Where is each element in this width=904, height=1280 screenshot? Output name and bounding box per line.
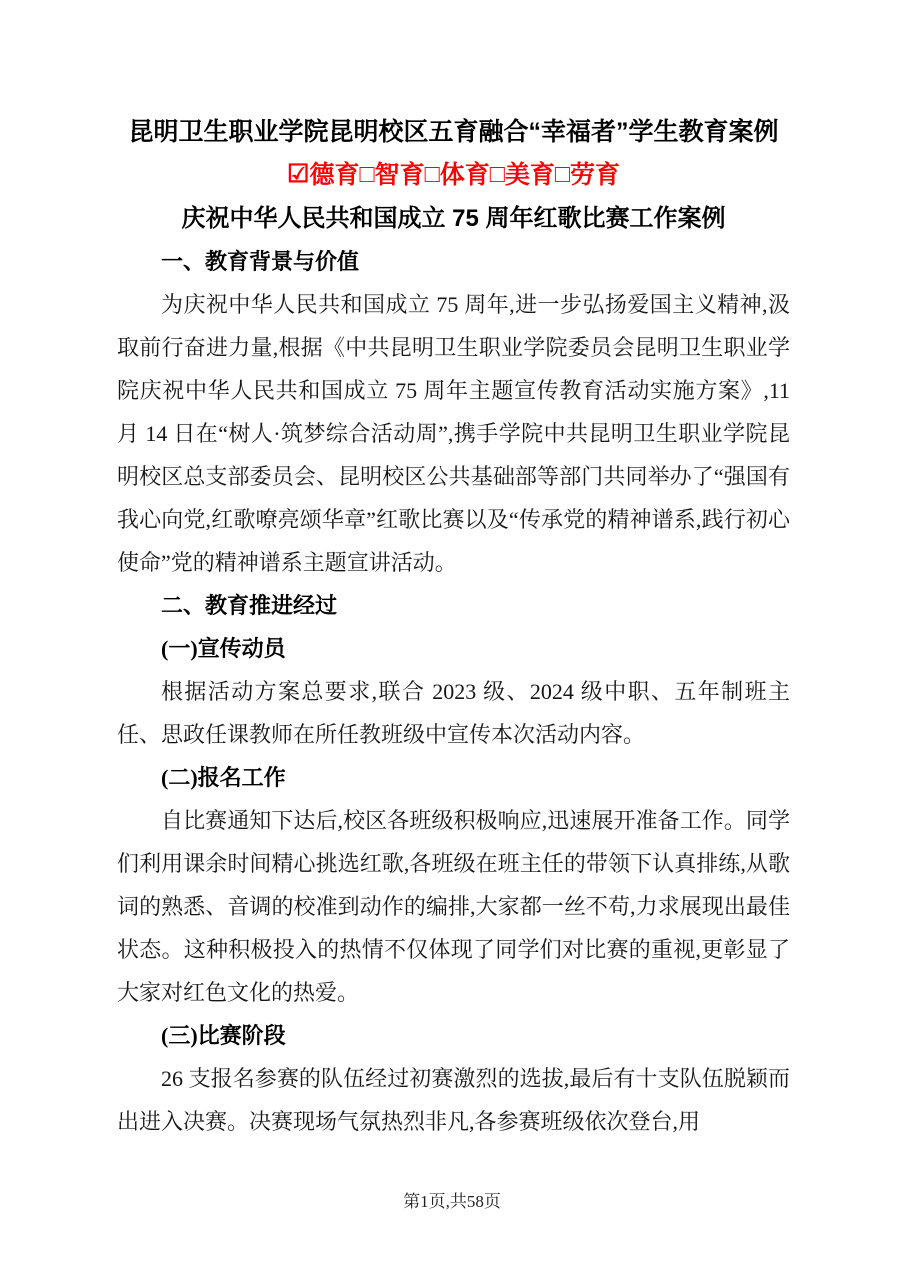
sub-heading-2-2: (二)报名工作 [161, 765, 286, 790]
checkbox-unchecked-icon: □ [554, 160, 570, 188]
sub-heading-2-3: (三)比赛阶段 [161, 1023, 286, 1048]
checkbox-unchecked-icon: □ [424, 160, 440, 188]
section-heading-1: 一、教育背景与价值 [161, 249, 360, 274]
sub-heading-2-1: (一)宣传动员 [161, 636, 286, 661]
category-checkbox-line [117, 154, 790, 197]
body-paragraph: 26 支报名参赛的队伍经过初赛激烈的选拔,最后有十支队伍脱颖而出进入决赛。决赛现场气氛热烈非凡,各参赛班级依次登台,用 [117, 1066, 790, 1134]
document-subtitle: 庆祝中华人民共和国成立 75 周年红歌比赛工作案例 [181, 205, 726, 232]
category-label-tiyu: 体育 [439, 161, 490, 189]
checkbox-unchecked-icon: □ [489, 160, 505, 188]
body-paragraph: 为庆祝中华人民共和国成立 75 周年,进一步弘扬爱国主义精神,汲取前行奋进力量,根据《中共昆明卫生职业学院委员会昆明卫生职业学院庆祝中华人民共和国成立 75 周年主题宣传教育活动实施方案》,11 月 14 日在“树人·筑梦综合活动周”,携手学院中共昆明卫生职业学院昆明校区总支部委员会、昆明校区公共基础部等部门共同举办了“强国有我心向党,红歌嘹亮颂华章”红歌比赛以及“传承党的精神谱系,践行初心使命”党的精神谱系主题宣讲活动。 [117, 292, 790, 575]
body-paragraph: 自比赛通知下达后,校区各班级积极响应,迅速展开准备工作。同学们利用课余时间精心挑选红歌,各班级在班主任的带领下认真排练,从歌词的熟悉、音调的校准到动作的编排,大家都一丝不苟,力求展现出最佳状态。这种积极投入的热情不仅体现了同学们对比赛的重视,更彰显了大家对红色文化的热爱。 [117, 808, 790, 1005]
checkbox-checked-icon: ☑ [287, 160, 310, 188]
checkbox-unchecked-icon: □ [359, 160, 375, 188]
category-label-meiyu: 美育 [504, 161, 555, 189]
section-heading-2: 二、教育推进经过 [161, 593, 338, 618]
page-number: 第1页,共58页 [403, 1192, 501, 1211]
body-paragraph: 根据活动方案总要求,联合 2023 级、2024 级中职、五年制班主任、思政任课教师在所任教班级中宣传本次活动内容。 [117, 679, 790, 747]
category-label-deyu: 德育 [309, 161, 360, 189]
category-label-zhiyu: 智育 [374, 161, 425, 189]
category-label-laoyu: 劳育 [569, 161, 620, 189]
document-title: 昆明卫生职业学院昆明校区五育融合“幸福者”学生教育案例 [128, 118, 779, 146]
